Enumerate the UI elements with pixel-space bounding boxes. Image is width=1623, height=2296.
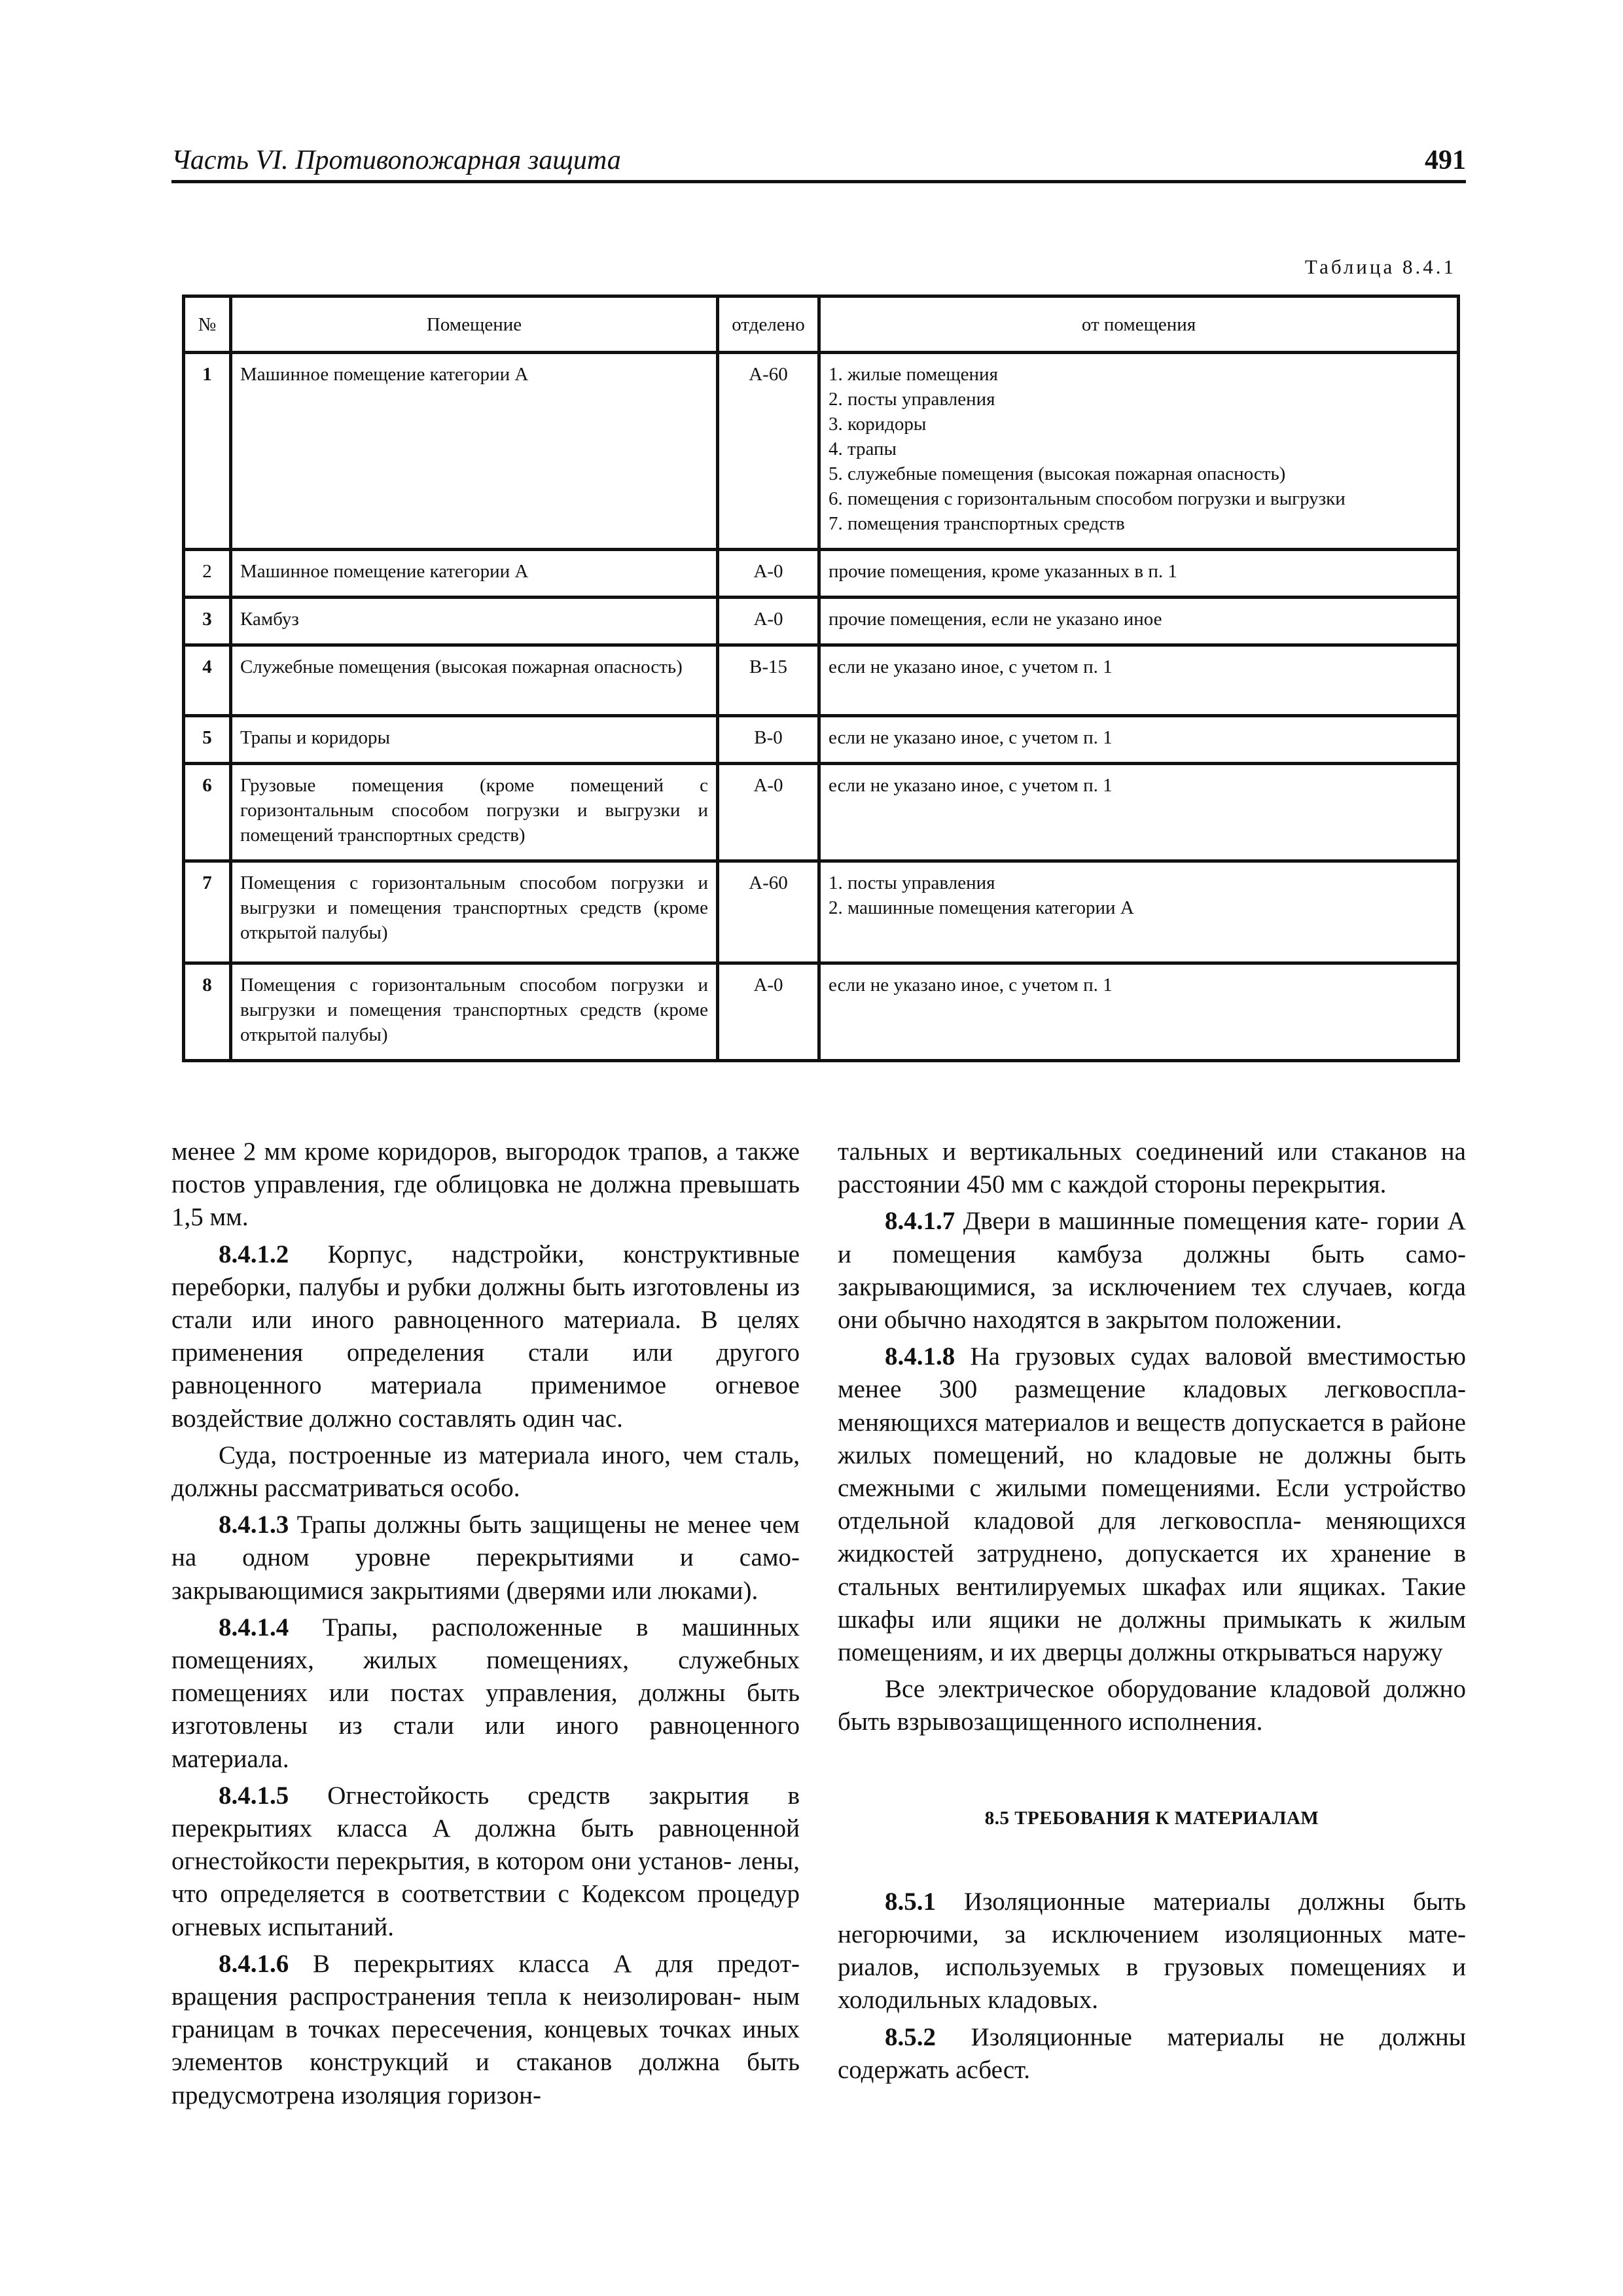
paragraph-text: На грузовых судах валовой вместимостью менее 300 размещение кладовых легковоспла- меняющихся материалов и веществ допускается в районе жилых помещений, но кладовые не должны быть смежными с жилыми помещениями. Если устройство отдельной кладовой для легковоспла- меняющихся жидкостей затруднено, допускается их хранение в стальных вентилируемых шкафах или ящиках. Такие шкафы или ящики не должны примыкать к жилым помещениям, и их дверцы должны открываться наружу [838, 1342, 1466, 1667]
paragraph [171, 1611, 800, 1776]
row-number: 4 [184, 645, 231, 716]
table-row [184, 764, 1459, 861]
row-room: Служебные помещения (высокая пожарная опасность) [231, 645, 718, 716]
row-class: А-0 [718, 598, 819, 645]
paragraph [171, 1136, 800, 1234]
paragraph [171, 1509, 800, 1607]
table-header-row [184, 296, 1459, 353]
paragraph [171, 1948, 800, 2112]
row-room: Трапы и коридоры [231, 716, 718, 764]
from-item: 3. коридоры [829, 414, 927, 435]
row-from: прочие помещения, если не указано иное [819, 598, 1459, 645]
row-from: если не указано иное, с учетом п. 1 [819, 645, 1459, 716]
table-row [184, 598, 1459, 645]
row-class: А-0 [718, 963, 819, 1061]
from-item: 2. посты управления [829, 389, 995, 410]
row-room: Помещения с горизонтальным способом погрузки и выгрузки и помещения транспортных средств (кроме открытой палубы) [231, 861, 718, 963]
table-row [184, 861, 1459, 963]
row-from: если не указано иное, с учетом п. 1 [819, 963, 1459, 1061]
paragraph [171, 1439, 800, 1505]
row-class: А-60 [718, 861, 819, 963]
section-heading: 8.5 ТРЕБОВАНИЯ К МАТЕРИАЛАМ [984, 1807, 1319, 1829]
table-row [184, 645, 1459, 716]
from-item: 1. посты управления [829, 872, 995, 893]
table-row [184, 963, 1459, 1061]
paragraph-text: Корпус, надстройки, конструктивные переборки, палубы и рубки должны быть изготовлены из стали или иного равноценного материала. В целях применения определения стали или другого равноценного материала применимое огневое воздействие должно составлять один час. [171, 1240, 800, 1433]
clause-number: 8.4.1.8 [885, 1342, 955, 1371]
paragraph-text: Изоляционные материалы не должны содержать асбест. [838, 2022, 1466, 2084]
clause-number: 8.5.1 [885, 1887, 936, 1916]
from-item: 5. служебные помещения (высокая пожарная опасность) [829, 463, 1286, 484]
page-number: 491 [1425, 145, 1466, 175]
left-text-column [171, 1136, 800, 2116]
paragraph-text: Изоляционные материалы должны быть негорючими, за исключением изоляционных мате- риалов, используемых в грузовых помещениях и холодильных кладовых. [838, 1887, 1466, 2015]
clause-number: 8.4.1.4 [219, 1613, 289, 1641]
row-number: 5 [184, 716, 231, 764]
row-class: А-0 [718, 550, 819, 598]
paragraph-text: Суда, построенные из материала иного, чем сталь, должны рассматриваться особо. [171, 1441, 800, 1503]
running-title: Часть VI. Противопожарная защита [171, 145, 621, 175]
column-header-room: Помещение [231, 296, 718, 353]
row-number: 6 [184, 764, 231, 861]
paragraph-text: Все электрическое оборудование кладовой должно быть взрывозащищенного исполнения. [838, 1675, 1466, 1736]
table-row [184, 716, 1459, 764]
clause-number: 8.4.1.2 [219, 1240, 289, 1268]
from-item: 2. машинные помещения категории А [829, 897, 1134, 918]
column-header-from: от помещения [819, 296, 1459, 353]
row-class: А-60 [718, 353, 819, 550]
page-header [171, 139, 1466, 183]
paragraph [171, 1780, 800, 1944]
row-class: В-15 [718, 645, 819, 716]
table-caption: Таблица 8.4.1 [1304, 255, 1456, 278]
fire-division-table [182, 295, 1460, 1062]
row-from: если не указано иное, с учетом п. 1 [819, 764, 1459, 861]
row-class: В-0 [718, 716, 819, 764]
row-room: Камбуз [231, 598, 718, 645]
paragraph [838, 1673, 1466, 1738]
row-room: Помещения с горизонтальным способом погрузки и выгрузки и помещения транспортных средств (кроме открытой палубы) [231, 963, 718, 1061]
table-row [184, 550, 1459, 598]
from-item: 1. жилые помещения [829, 364, 998, 385]
row-class: А-0 [718, 764, 819, 861]
paragraph-text: Огнестойкость средств закрытия в перекрытиях класса А должна быть равноценной огнестойкости перекрытия, в котором они установ- лены, что определяется в соответствии с Кодексом процедур огневых испытаний. [171, 1781, 800, 1941]
clause-number: 8.4.1.3 [219, 1511, 289, 1539]
paragraph [838, 2021, 1466, 2087]
row-room: Машинное помещение категории А [231, 550, 718, 598]
table-row [184, 353, 1459, 550]
row-from: если не указано иное, с учетом п. 1 [819, 716, 1459, 764]
paragraph [838, 1136, 1466, 1201]
row-from [819, 353, 1459, 550]
paragraph [171, 1238, 800, 1435]
paragraph-text: тальных и вертикальных соединений или стаканов на расстоянии 450 мм с каждой стороны перекрытия. [838, 1138, 1466, 1199]
from-item: 4. трапы [829, 439, 897, 459]
from-item: 7. помещения транспортных средств [829, 513, 1125, 534]
row-from: прочие помещения, кроме указанных в п. 1 [819, 550, 1459, 598]
paragraph-text: В перекрытиях класса А для предот- вращения распространения тепла к неизолирован- ным границам в точках пересечения, концевых точках иных элементов конструкций и стаканов должна быть предусмотрена изоляция горизон- [171, 1949, 800, 2109]
row-number: 1 [184, 353, 231, 550]
clause-number: 8.4.1.6 [219, 1949, 289, 1978]
row-room: Машинное помещение категории А [231, 353, 718, 550]
row-number: 8 [184, 963, 231, 1061]
row-number: 7 [184, 861, 231, 963]
paragraph-text: Трапы должны быть защищены не менее чем на одном уровне перекрытиями и само- закрывающимися закрытиями (дверями или люками). [171, 1511, 800, 1605]
paragraph [838, 1205, 1466, 1336]
row-from [819, 861, 1459, 963]
paragraph [838, 1340, 1466, 1669]
clause-number: 8.4.1.5 [219, 1781, 289, 1810]
right-text-column [838, 1136, 1466, 2090]
column-header-class: отделено [718, 296, 819, 353]
from-item: 6. помещения с горизонтальным способом погрузки и выгрузки [829, 488, 1346, 509]
paragraph-text: менее 2 мм кроме коридоров, выгородок трапов, а также постов управления, где облицовка не должна превышать 1,5 мм. [171, 1138, 800, 1232]
clause-number: 8.4.1.7 [885, 1207, 955, 1236]
row-room: Грузовые помещения (кроме помещений с горизонтальным способом погрузки и выгрузки и помещений транспортных средств) [231, 764, 718, 861]
paragraph [838, 1886, 1466, 2017]
row-number: 3 [184, 598, 231, 645]
row-number: 2 [184, 550, 231, 598]
paragraph-text: Двери в машинные помещения кате- гории А и помещения камбуза должны быть само- закрывающимися, за исключением тех случаев, когда они обычно находятся в закрытом положении. [838, 1207, 1466, 1335]
clause-number: 8.5.2 [885, 2022, 936, 2051]
paragraph-text: Трапы, расположенные в машинных помещениях, жилых помещениях, служебных помещениях или постах управления, должны быть изготовлены из стали или иного равноценного материала. [171, 1613, 800, 1773]
column-header-number: № [184, 296, 231, 353]
